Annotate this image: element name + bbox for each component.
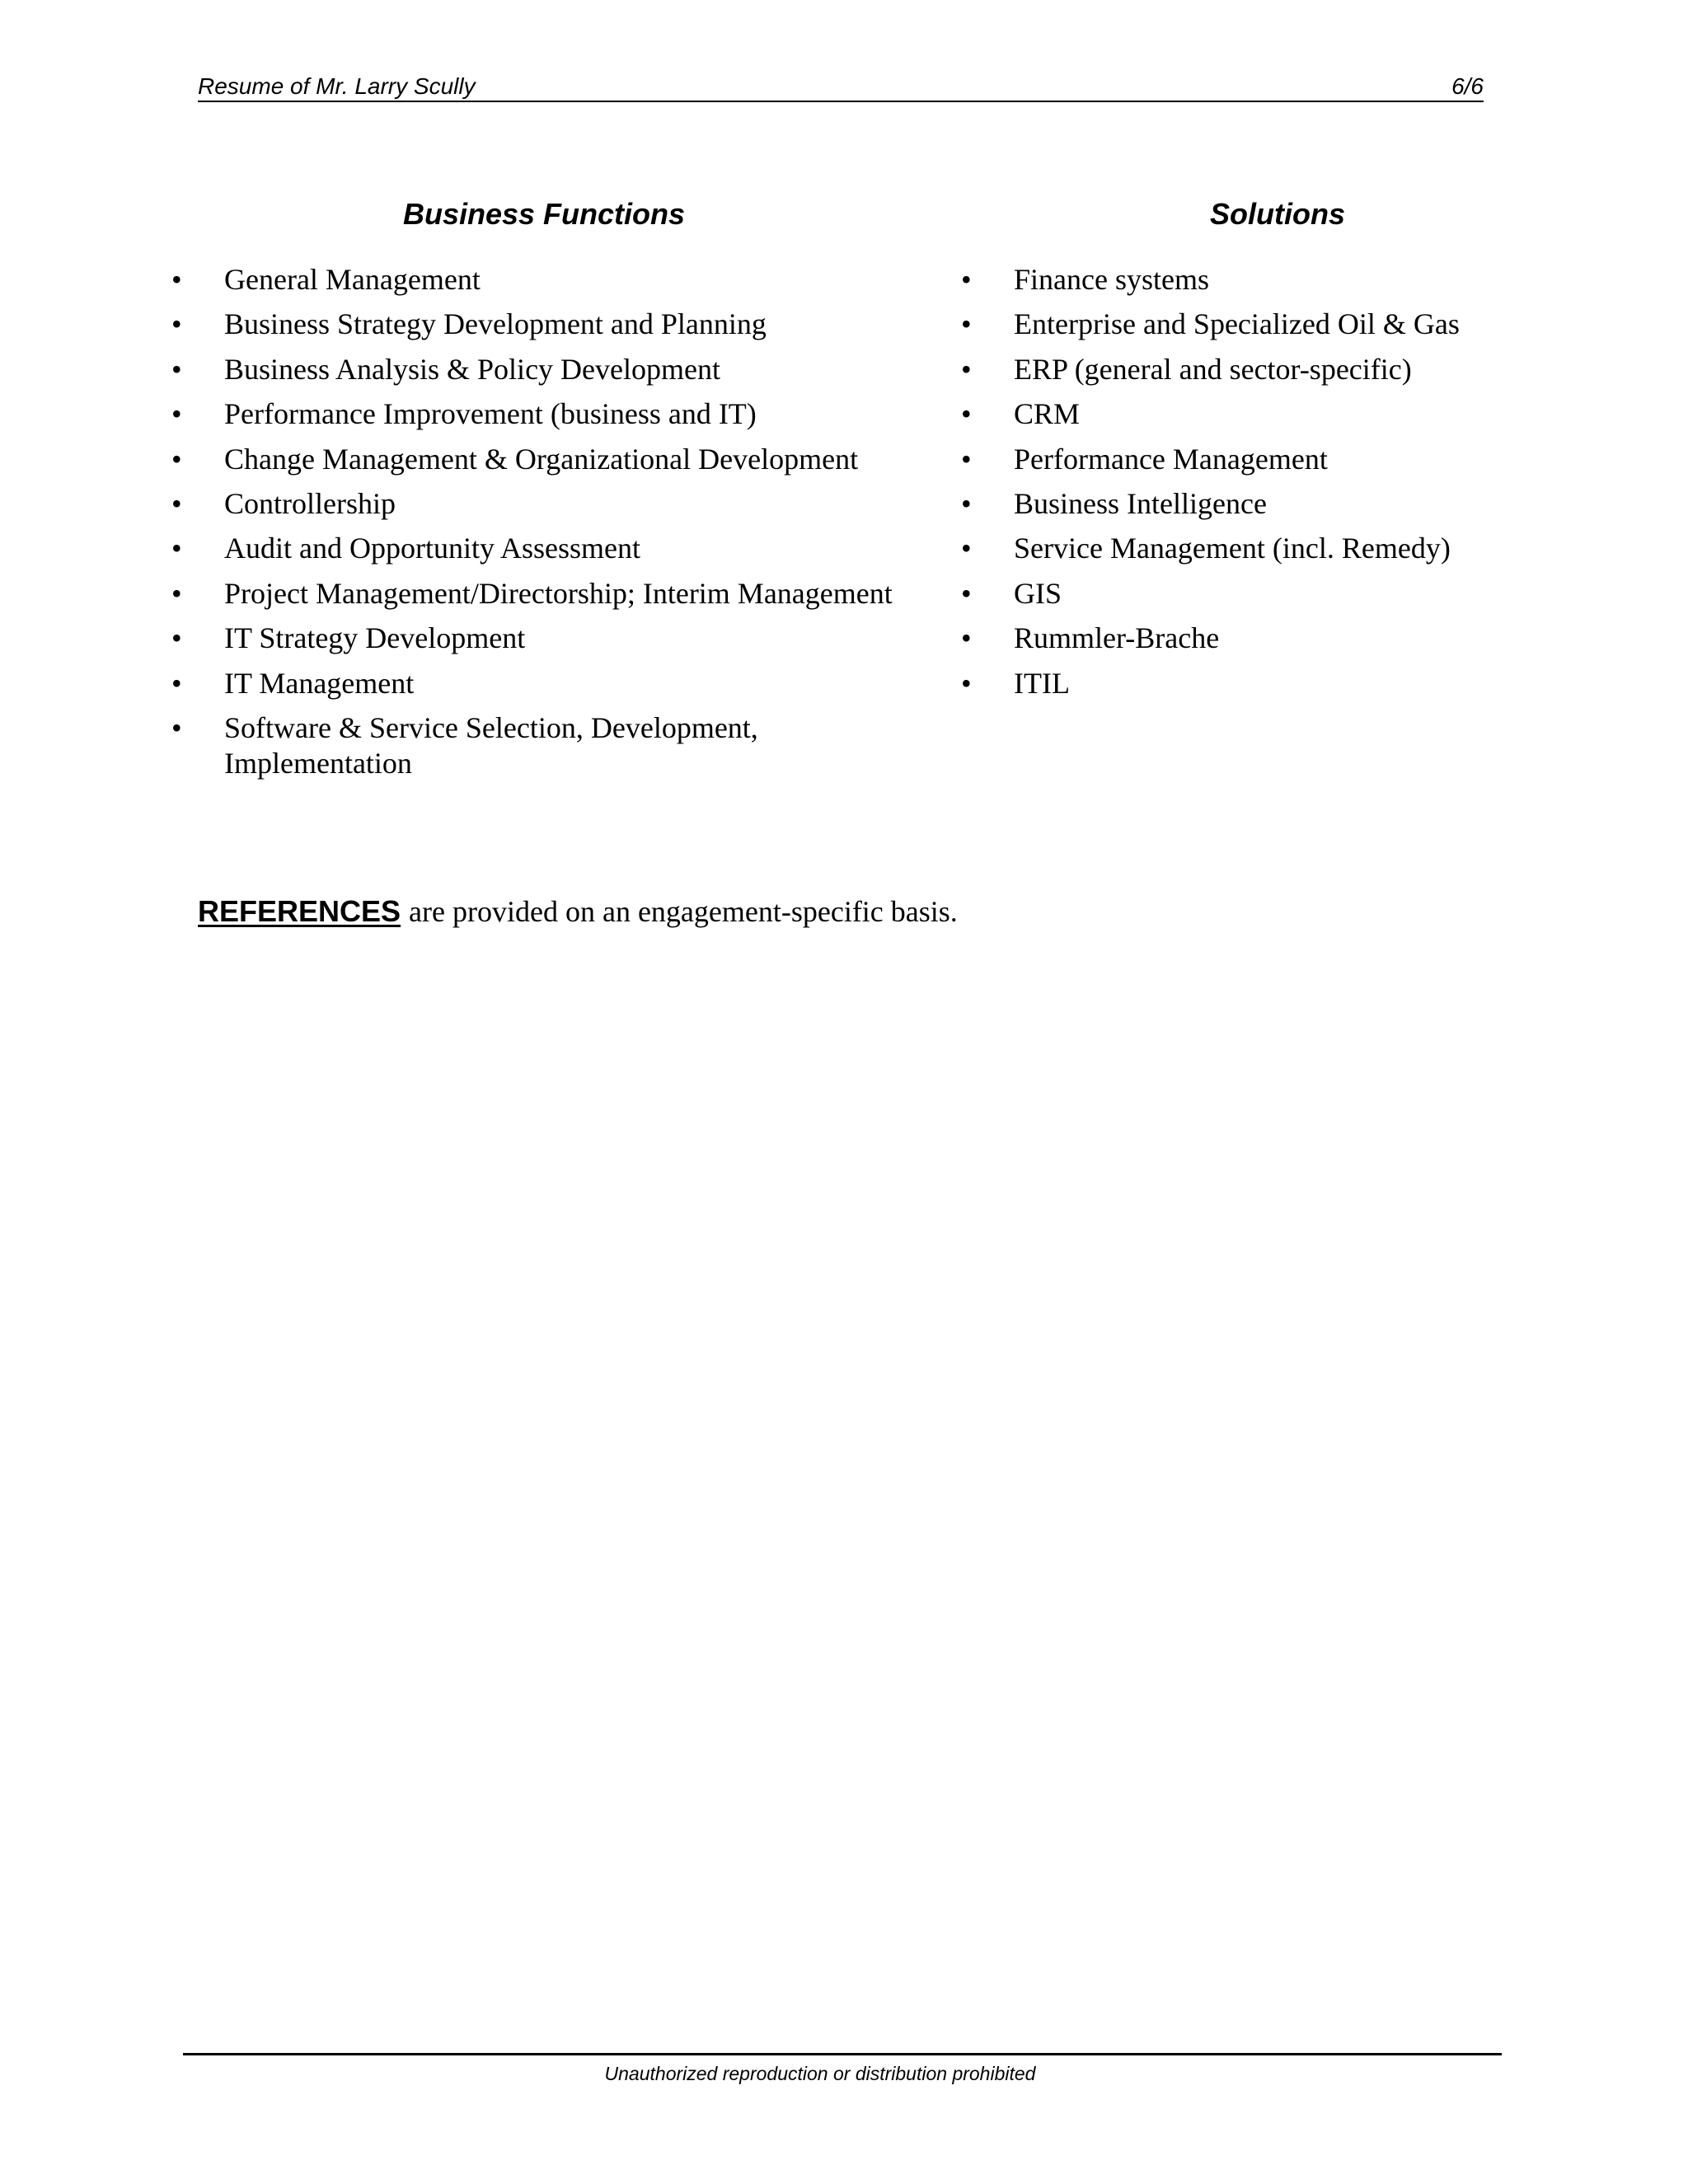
references-statement — [198, 892, 958, 931]
references-text: are provided on an engagement-specific basis. — [409, 895, 958, 928]
list-item: • Audit and Opportunity Assessment — [170, 531, 928, 566]
list-item: • IT Management — [170, 666, 928, 701]
list-item: • General Management — [170, 262, 928, 298]
list-item: • IT Strategy Development — [170, 621, 928, 656]
solutions-list — [959, 262, 1520, 710]
list-item: • Service Management (incl. Remedy) — [959, 531, 1520, 566]
page-header — [198, 73, 1484, 102]
list-item: • Business Analysis & Policy Development — [170, 352, 928, 387]
list-item: • Performance Management — [959, 442, 1520, 477]
list-item: • Business Strategy Development and Planning — [170, 307, 928, 342]
list-item: • Performance Improvement (business and IT) — [170, 396, 928, 432]
page-number: 6/6 — [1451, 73, 1484, 99]
references-label: REFERENCES — [198, 894, 401, 928]
business-functions-heading: Business Functions — [402, 197, 686, 231]
list-item: • Change Management & Organizational Development — [170, 442, 928, 477]
list-item: • ERP (general and sector-specific) — [959, 352, 1520, 387]
list-item: • GIS — [959, 576, 1520, 612]
list-item: • Controllership — [170, 486, 928, 522]
list-item: • Finance systems — [959, 262, 1520, 298]
list-item: • Software & Service Selection, Development, Implementation — [170, 710, 785, 781]
business-functions-list — [170, 262, 928, 790]
list-item: • Project Management/Directorship; Interim Management — [170, 576, 928, 612]
footer-notice: Unauthorized reproduction or distribution prohibited — [604, 2063, 1036, 2084]
list-item: • ITIL — [959, 666, 1520, 701]
list-item: • Business Intelligence — [959, 486, 1520, 522]
footer-divider — [183, 2053, 1502, 2055]
list-item: • Rummler-Brache — [959, 621, 1520, 656]
list-item: • Enterprise and Specialized Oil & Gas — [959, 307, 1520, 342]
list-item: • CRM — [959, 396, 1520, 432]
solutions-heading: Solutions — [1210, 197, 1345, 231]
header-title: Resume of Mr. Larry Scully — [198, 73, 476, 99]
